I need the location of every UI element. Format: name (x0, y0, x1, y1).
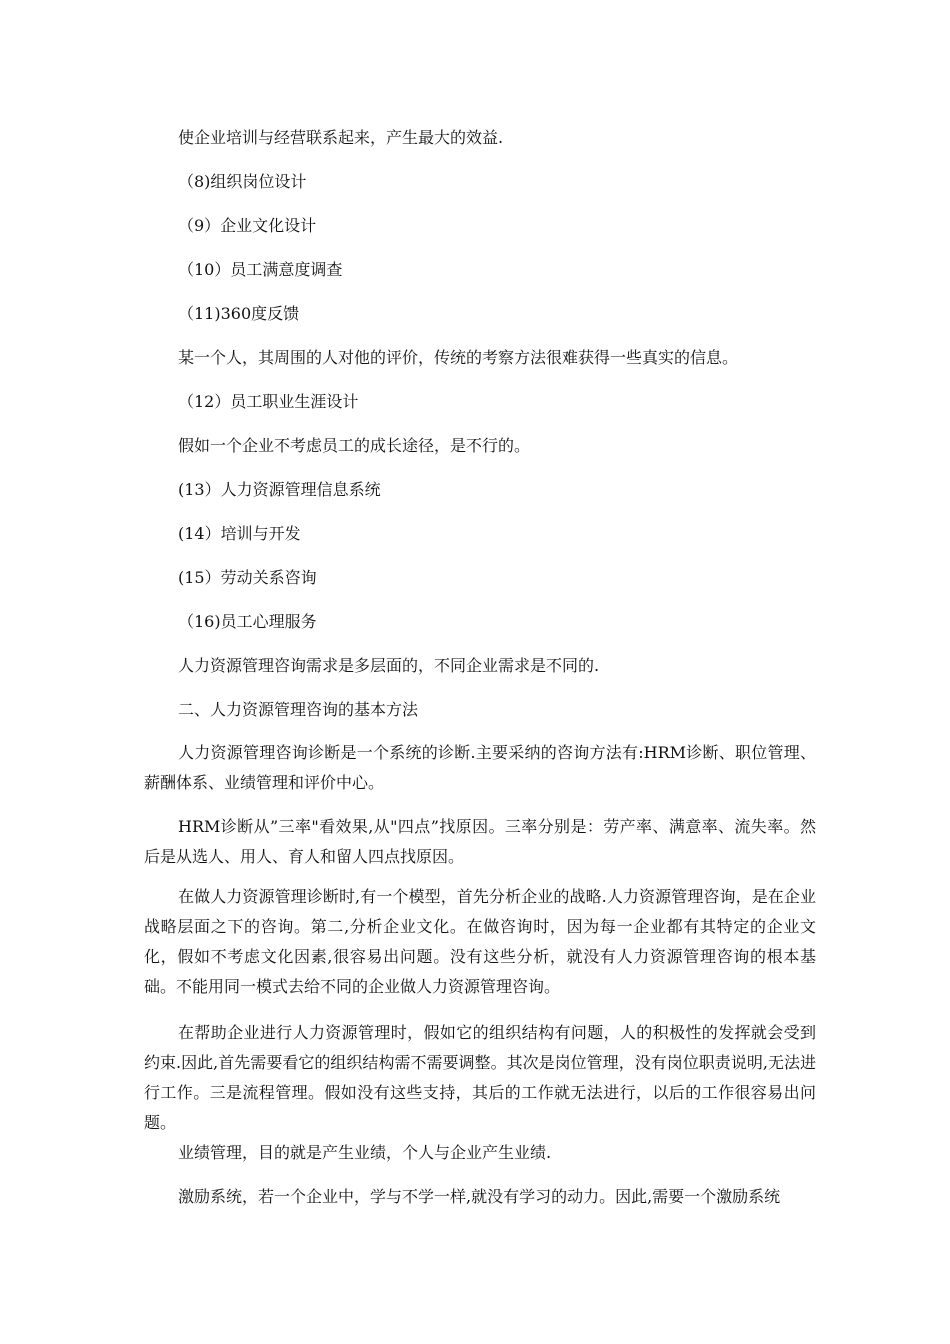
text-line: 假如一个企业不考虑员工的成长途径，是不行的。 (178, 436, 531, 455)
list-item: (13）人力资源管理信息系统 (178, 480, 381, 499)
list-item: （16)员工心理服务 (178, 612, 317, 631)
list-item: （11)360度反馈 (178, 304, 300, 323)
text-line: 使企业培训与经营联系起来，产生最大的效益. (178, 128, 504, 147)
list-item: (15）劳动关系咨询 (178, 568, 317, 587)
list-item: （10）员工满意度调查 (178, 260, 343, 279)
paragraph: 在帮助企业进行人力资源管理时，假如它的组织结构有问题，人的积极性的发挥就会受到约束.因此,首先需要看它的组织结构需不需要调整。其次是岗位管理，没有岗位职责说明,无法进行工作。三是流程管理。假如没有这些支持，其后的工作就无法进行，以后的工作很容易出问题。 (144, 1023, 816, 1132)
paragraph: 激励系统，若一个企业中，学与不学一样,就没有学习的动力。因此,需要一个激励系统 (178, 1187, 781, 1206)
text-line: 人力资源管理咨询需求是多层面的，不同企业需求是不同的. (178, 656, 600, 675)
text-line: 某一个人，其周围的人对他的评价，传统的考察方法很难获得一些真实的信息。 (178, 348, 739, 367)
list-item: (14）培训与开发 (178, 524, 301, 543)
paragraph: 在做人力资源管理诊断时,有一个模型，首先分析企业的战略.人力资源管理咨询，是在企业战略层面之下的咨询。第二,分析企业文化。在做咨询时，因为每一企业都有其特定的企业文化，假如不考虑文化因素,很容易出问题。没有这些分析，就没有人力资源管理咨询的根本基础。不能用同一模式去给不同的企业做人力资源管理咨询。 (144, 887, 816, 996)
section-heading: 二、人力资源管理咨询的基本方法 (178, 700, 419, 719)
paragraph: 业绩管理，目的就是产生业绩，个人与企业产生业绩. (178, 1143, 552, 1162)
paragraph: 人力资源管理咨询诊断是一个系统的诊断.主要采纳的咨询方法有:HRM诊断、职位管理、薪酬体系、业绩管理和评价中心。 (144, 743, 816, 792)
paragraph: HRM诊断从”三率"看效果,从"四点”找原因。三率分别是：劳产率、满意率、流失率。然后是从选人、用人、育人和留人四点找原因。 (144, 817, 816, 866)
list-item: （9）企业文化设计 (178, 216, 317, 235)
list-item: （8)组织岗位设计 (178, 172, 307, 191)
list-item: （12）员工职业生涯设计 (178, 392, 359, 411)
